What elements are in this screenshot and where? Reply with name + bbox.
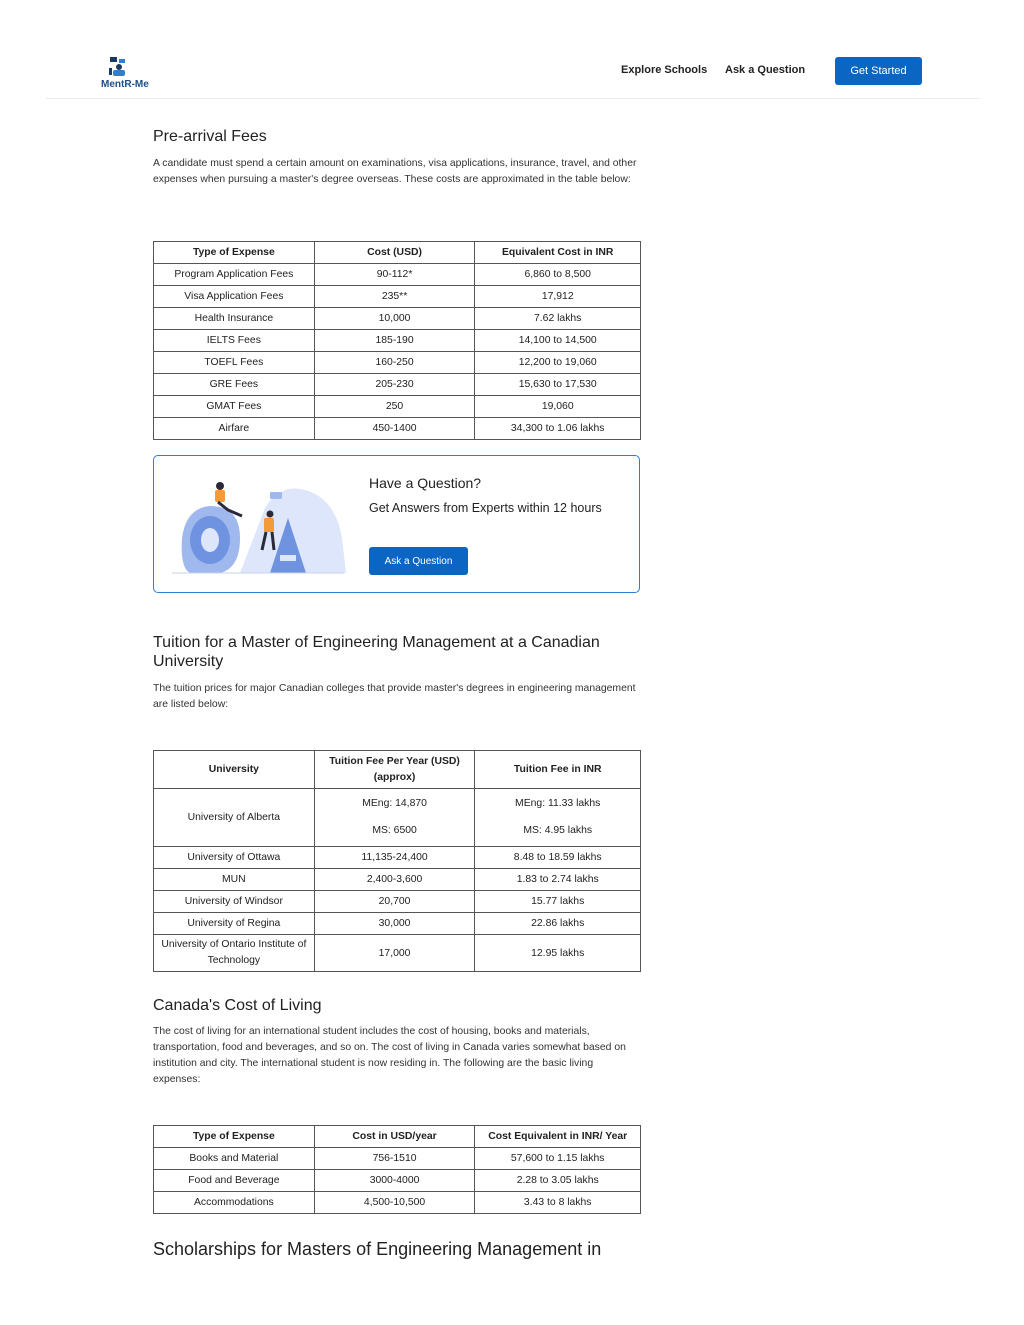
- cell-line: MEng: 11.33 lakhs: [515, 798, 601, 809]
- table-header: University: [154, 751, 315, 789]
- table-row: [154, 1192, 641, 1214]
- table-cell: TOEFL Fees: [154, 352, 315, 374]
- get-started-button[interactable]: Get Started: [835, 57, 922, 85]
- table-row: [154, 308, 641, 330]
- logo-wordmark: [101, 79, 149, 90]
- table-header: Tuition Fee Per Year (USD) (approx): [314, 751, 475, 789]
- table-cell: 12.95 lakhs: [475, 935, 641, 972]
- table-cell: 17,912: [475, 286, 641, 308]
- ask-question-card: [153, 455, 640, 593]
- ask-question-button[interactable]: Ask a Question: [369, 547, 468, 575]
- logo-icon: [107, 55, 131, 79]
- table-cell: University of Ottawa: [154, 847, 315, 869]
- table-row: [154, 935, 641, 972]
- table-cell: [314, 789, 475, 847]
- nav-explore-schools[interactable]: Explore Schools: [621, 64, 708, 76]
- table-cell: 34,300 to 1.06 lakhs: [475, 418, 641, 440]
- table-cell: MUN: [154, 869, 315, 891]
- table-cell: 160-250: [314, 352, 475, 374]
- mentr-me-logo[interactable]: [101, 55, 161, 91]
- table-header: Type of Expense: [154, 1126, 315, 1148]
- table-cell: 185-190: [314, 330, 475, 352]
- table-cell: 2.28 to 3.05 lakhs: [475, 1170, 641, 1192]
- table-cell: 450-1400: [314, 418, 475, 440]
- section-title-tuition: Tuition for a Master of Engineering Management at a Canadian University: [153, 634, 600, 670]
- table-cell: Airfare: [154, 418, 315, 440]
- table-cell: 1.83 to 2.74 lakhs: [475, 869, 641, 891]
- tuition-paragraph: The tuition prices for major Canadian colleges that provide master's degrees in engineering management are listed below:: [153, 683, 636, 710]
- table-row: [154, 374, 641, 396]
- logo-text-main: MentR: [101, 79, 132, 90]
- tuition-table: [153, 750, 641, 972]
- cost-of-living-table: [153, 1125, 641, 1214]
- table-cell: 17,000: [314, 935, 475, 972]
- table-cell: Visa Application Fees: [154, 286, 315, 308]
- table-cell: GMAT Fees: [154, 396, 315, 418]
- table-row: [154, 789, 641, 847]
- table-row: [154, 1170, 641, 1192]
- table-cell: 20,700: [314, 891, 475, 913]
- table-row: [154, 869, 641, 891]
- table-header-row: [154, 242, 641, 264]
- table-header: Cost (USD): [314, 242, 475, 264]
- table-cell: Accommodations: [154, 1192, 315, 1214]
- table-cell: 7.62 lakhs: [475, 308, 641, 330]
- table-header: Cost Equivalent in INR/ Year: [475, 1126, 641, 1148]
- cell-line: MS: 6500: [372, 825, 417, 836]
- table-row: [154, 418, 641, 440]
- table-header: Equivalent Cost in INR: [475, 242, 641, 264]
- table-row: [154, 891, 641, 913]
- table-cell: 22.86 lakhs: [475, 913, 641, 935]
- table-row: [154, 330, 641, 352]
- table-cell: Health Insurance: [154, 308, 315, 330]
- table-row: [154, 286, 641, 308]
- table-cell: IELTS Fees: [154, 330, 315, 352]
- table-cell: 3000-4000: [314, 1170, 475, 1192]
- section-title-scholarships: Scholarships for Masters of Engineering Management in: [153, 1239, 602, 1259]
- table-row: [154, 352, 641, 374]
- table-cell: Books and Material: [154, 1148, 315, 1170]
- pre-arrival-fees-table: [153, 241, 641, 440]
- qa-subtitle: Get Answers from Experts within 12 hours: [369, 501, 602, 515]
- cell-line: MEng: 14,870: [362, 798, 427, 809]
- table-cell: 205-230: [314, 374, 475, 396]
- table-cell: 8.48 to 18.59 lakhs: [475, 847, 641, 869]
- table-cell: 90-112*: [314, 264, 475, 286]
- section-title-cost-of-living: Canada's Cost of Living: [153, 997, 322, 1014]
- cost-of-living-paragraph: The cost of living for an international student includes the cost of housing, books and materials, transportation, food and beverages, and so on. The cost of living in Canada varies somewhat based on institution and city. The international student is now residing in. The following are the basic living expenses:: [153, 1026, 626, 1085]
- table-cell: 4,500-10,500: [314, 1192, 475, 1214]
- cell-line: MS: 4.95 lakhs: [523, 825, 593, 836]
- table-cell: 14,100 to 14,500: [475, 330, 641, 352]
- pre-arrival-paragraph: A candidate must spend a certain amount on examinations, visa applications, insurance, travel, and other expenses when pursuing a master's degree overseas. These costs are approximated in the table below:: [153, 158, 637, 185]
- table-header: Cost in USD/year: [314, 1126, 475, 1148]
- table-cell: GRE Fees: [154, 374, 315, 396]
- table-cell: 2,400-3,600: [314, 869, 475, 891]
- logo-text-suffix: -Me: [131, 79, 149, 90]
- table-cell: 6,860 to 8,500: [475, 264, 641, 286]
- table-header-row: [154, 751, 641, 789]
- table-header-row: [154, 1126, 641, 1148]
- table-cell: Program Application Fees: [154, 264, 315, 286]
- table-cell: Food and Beverage: [154, 1170, 315, 1192]
- table-cell: 756-1510: [314, 1148, 475, 1170]
- table-cell: University of Alberta: [154, 789, 315, 847]
- table-cell: 10,000: [314, 308, 475, 330]
- table-row: [154, 847, 641, 869]
- section-title-pre-arrival: Pre-arrival Fees: [153, 128, 267, 145]
- table-header: Type of Expense: [154, 242, 315, 264]
- table-cell: 11,135-24,400: [314, 847, 475, 869]
- table-cell: 57,600 to 1.15 lakhs: [475, 1148, 641, 1170]
- table-row: [154, 396, 641, 418]
- table-cell: 15,630 to 17,530: [475, 374, 641, 396]
- table-row: [154, 913, 641, 935]
- table-cell: 19,060: [475, 396, 641, 418]
- table-row: [154, 264, 641, 286]
- table-cell: 3.43 to 8 lakhs: [475, 1192, 641, 1214]
- qa-illustration: [170, 478, 346, 574]
- table-header: Tuition Fee in INR: [475, 751, 641, 789]
- site-header: [46, 0, 980, 99]
- table-cell: 15.77 lakhs: [475, 891, 641, 913]
- nav-ask-question[interactable]: Ask a Question: [725, 64, 806, 76]
- table-cell: University of Ontario Institute of Technology: [154, 935, 315, 972]
- table-cell: University of Regina: [154, 913, 315, 935]
- table-cell: 30,000: [314, 913, 475, 935]
- table-cell: 12,200 to 19,060: [475, 352, 641, 374]
- table-cell: 235**: [314, 286, 475, 308]
- table-cell: [475, 789, 641, 847]
- table-row: [154, 1148, 641, 1170]
- table-cell: University of Windsor: [154, 891, 315, 913]
- table-cell: 250: [314, 396, 475, 418]
- qa-title: Have a Question?: [369, 475, 482, 491]
